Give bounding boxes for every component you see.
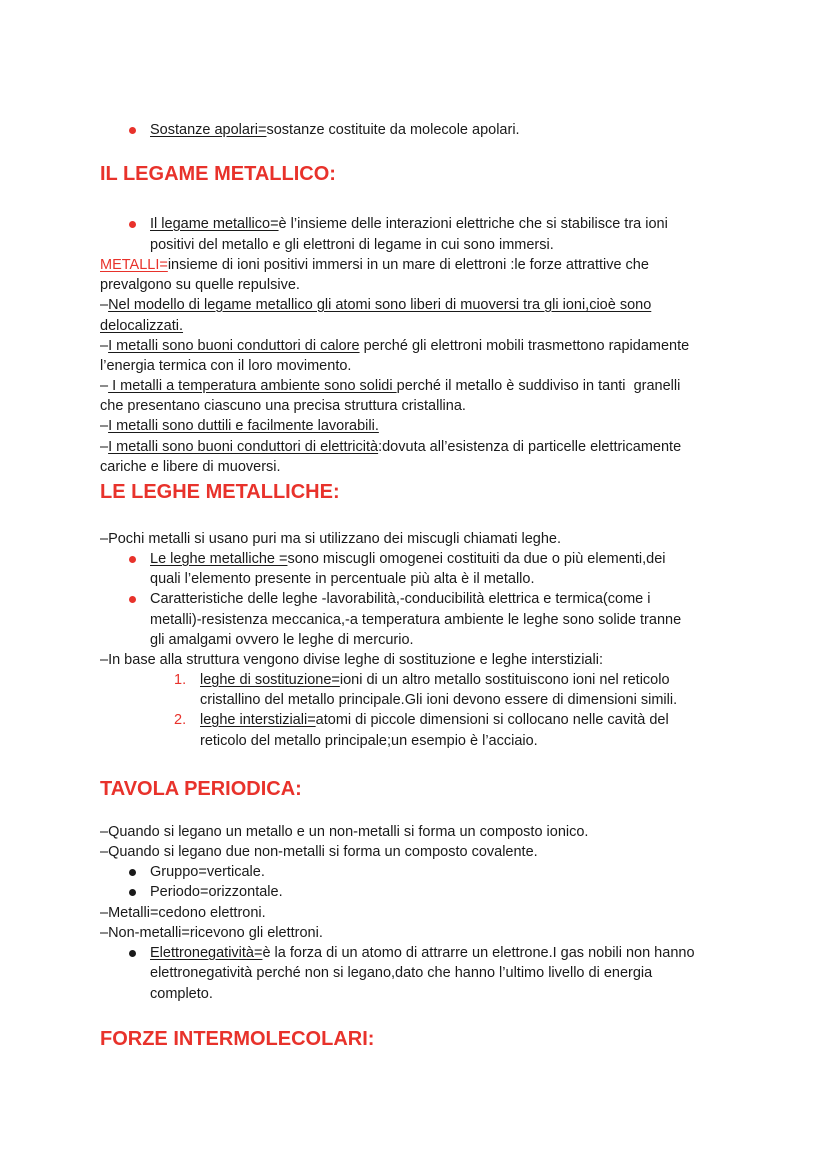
list-number: 2. [174,712,187,728]
s2-n2-line-2: reticolo del metallo principale;un esempio è l’acciaio. [200,733,538,749]
s1-p3-line-2: che presentano ciascuno una precisa struttura cristallina. [100,398,466,414]
text: :dovuta all’esistenza di particelle elettricamente [378,439,682,455]
s2-n1-line-1 [200,670,670,690]
s1-metalli-line-1 [100,255,649,275]
term: Il legame metallico= [150,216,279,232]
definition: insieme di ioni positivi immersi in un mare di elettroni :le forze attrattive che [167,257,649,273]
s2-b1-line-2: quali l’elemento presente in percentuale più alta è il metallo. [150,571,535,587]
s2-b1-line-1 [150,549,665,569]
s1-p5-line-1 [100,437,681,457]
underlined-text: I metalli sono buoni conduttori di calore [108,338,360,354]
definition: sono miscugli omogenei costituiti da due o più elementi,dei [287,551,666,567]
underlined-text: delocalizzati. [100,318,184,334]
bullet-icon [129,889,136,896]
term: leghe interstiziali= [200,712,316,728]
s3-b1: Gruppo=verticale. [150,864,265,880]
section-title-forze-intermolecolari: FORZE INTERMOLECOLARI: [100,1028,375,1050]
s3-b3-line-1 [150,943,695,963]
bullet-icon [129,869,136,876]
bullet-icon [129,221,136,228]
definition: atomi di piccole dimensioni si collocano nelle cavità del [315,712,669,728]
term: Le leghe metalliche = [150,551,288,567]
list-number: 1. [174,672,187,688]
s2-b2-line-3: gli amalgami ovvero le leghe di mercurio. [150,632,414,648]
bullet-icon [129,596,136,603]
term: leghe di sostituzione= [200,672,340,688]
s3-p4: –Non-metalli=ricevono gli elettroni. [100,925,323,941]
text: perché il metallo è suddiviso in tanti granelli [396,378,681,394]
s3-p1: –Quando si legano un metallo e un non-metalli si forma un composto ionico. [100,824,589,840]
dash: – [100,297,109,313]
s2-intro: –Pochi metalli si usano puri ma si utilizzano dei miscugli chiamati leghe. [100,531,561,547]
underlined-text: I metalli a temperatura ambiente sono solidi [108,378,397,394]
dash: – [100,338,109,354]
intro-bullet-text [150,120,520,140]
s2-n1-line-2: cristallino del metallo principale.Gli ioni devono essere di dimensioni simili. [200,692,678,708]
dash: – [100,378,109,394]
s2-p1: –In base alla struttura vengono divise leghe di sostituzione e leghe interstiziali: [100,652,603,668]
s1-bullet-line-1 [150,214,668,234]
s1-p5-line-2: cariche e libere di muoversi. [100,459,281,475]
section-title-tavola-periodica: TAVOLA PERIODICA: [100,778,302,800]
s1-p3-line-1 [100,376,680,396]
s1-p1-line-2 [100,316,183,336]
section-title-leghe-metalliche: LE LEGHE METALLICHE: [100,481,340,503]
s1-bullet-line-2: positivi del metallo e gli elettroni di legame in cui sono immersi. [150,237,554,253]
s1-p2-line-2: l’energia termica con il loro movimento. [100,358,352,374]
bullet-icon [129,127,136,134]
underlined-text: Nel modello di legame metallico gli atomi sono liberi di muoversi tra gli ioni,cioè sono [108,297,652,313]
term: Elettronegatività= [150,945,263,961]
section-title-legame-metallico: IL LEGAME METALLICO: [100,163,336,185]
s3-p2: –Quando si legano due non-metalli si forma un composto covalente. [100,844,538,860]
text: perché gli elettroni mobili trasmettono rapidamente [359,338,690,354]
s2-b2-line-1: Caratteristiche delle leghe -lavorabilità,-conducibilità elettrica e termica(come i [150,591,651,607]
dash: – [100,439,109,455]
s1-p1-line-1 [100,295,651,315]
s1-p4-line [100,416,379,436]
underlined-text: I metalli sono duttili e facilmente lavorabili. [108,418,379,434]
s3-b2: Periodo=orizzontale. [150,884,283,900]
underlined-text: I metalli sono buoni conduttori di elettricità [108,439,379,455]
definition: ioni di un altro metallo sostituiscono ioni nel reticolo [339,672,670,688]
term: METALLI= [100,257,168,273]
s1-metalli-line-2: prevalgono su quelle repulsive. [100,277,300,293]
s3-p3: –Metalli=cedono elettroni. [100,905,266,921]
definition: sostanze costituite da molecole apolari. [266,122,520,138]
bullet-icon [129,950,136,957]
s1-p2-line-1 [100,336,689,356]
s2-b2-line-2: metalli)-resistenza meccanica,-a temperatura ambiente le leghe sono solide tranne [150,612,682,628]
s3-b3-line-3: completo. [150,986,213,1002]
definition: è l’insieme delle interazioni elettriche che si stabilisce tra ioni [278,216,668,232]
definition: è la forza di un atomo di attrarre un elettrone.I gas nobili non hanno [262,945,695,961]
term: Sostanze apolari= [150,122,267,138]
dash: – [100,418,109,434]
s3-b3-line-2: elettronegatività perché non si legano,dato che hanno l’ultimo livello di energia [150,965,653,981]
s2-n2-line-1 [200,710,669,730]
bullet-icon [129,556,136,563]
